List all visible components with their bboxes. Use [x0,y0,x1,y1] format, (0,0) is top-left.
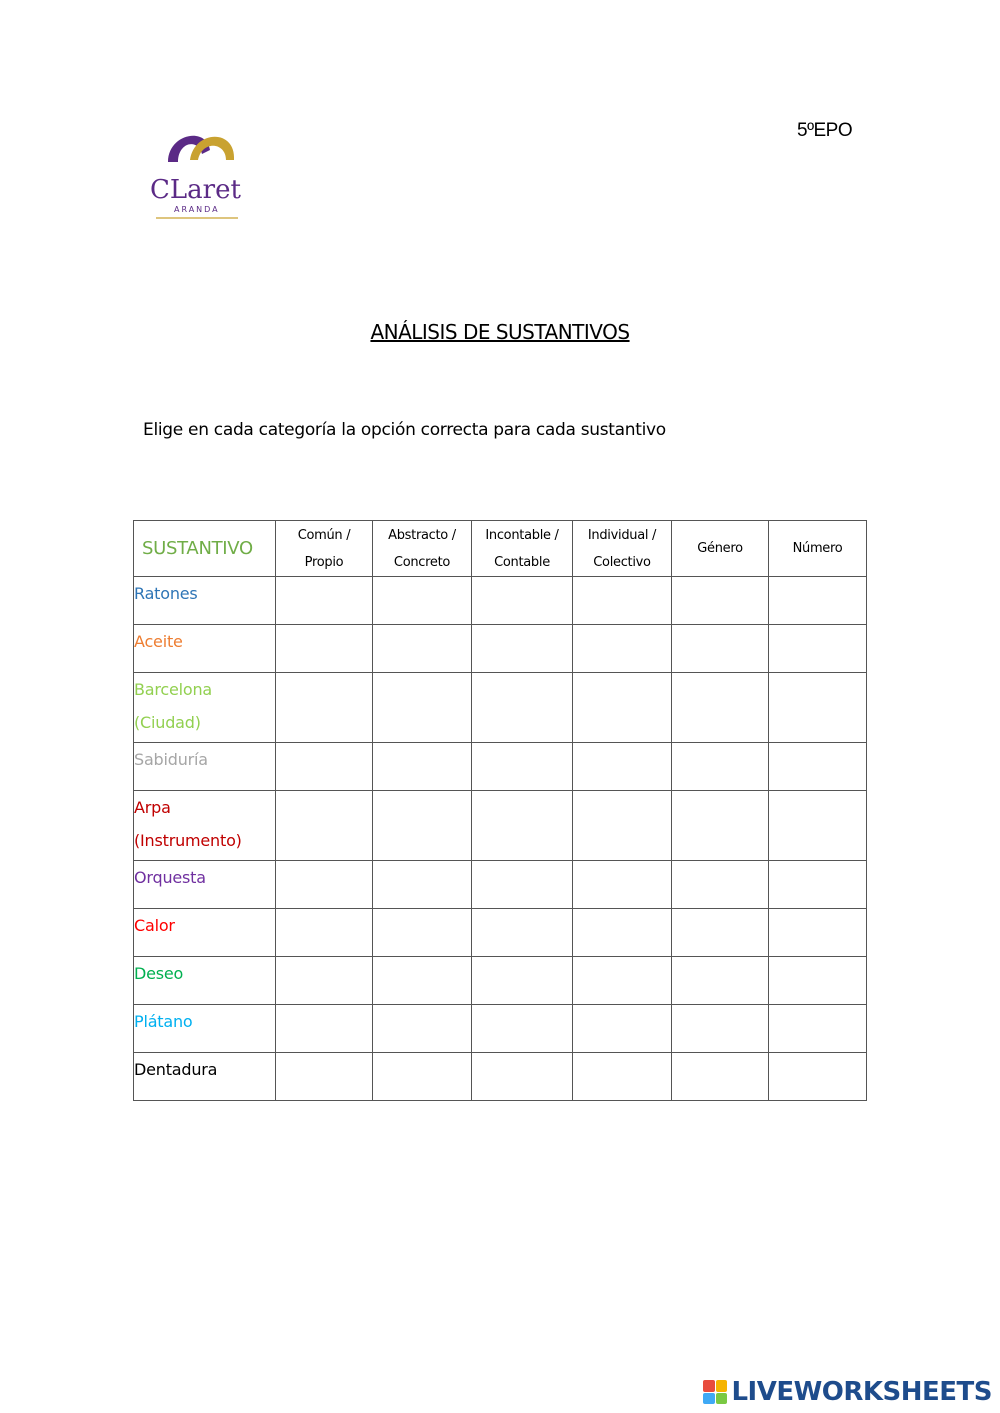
header-line: Género [697,541,743,556]
header-line: Propio [304,554,344,570]
answer-cell[interactable] [573,957,672,1005]
answer-cell[interactable] [472,791,573,861]
answer-cell[interactable] [573,791,672,861]
noun-cell [134,861,276,909]
answer-cell[interactable] [276,1053,373,1101]
header-row [134,521,867,577]
noun-label: Barcelona [134,680,213,699]
answer-cell[interactable] [769,957,867,1005]
answer-cell[interactable] [276,909,373,957]
answer-cell[interactable] [573,743,672,791]
answer-cell[interactable] [672,861,769,909]
noun-cell [134,1053,276,1101]
liveworksheets-icon [703,1380,727,1404]
table-row [134,743,867,791]
table-row [134,861,867,909]
answer-cell[interactable] [769,743,867,791]
answer-cell[interactable] [672,909,769,957]
header-line: Colectivo [593,554,651,570]
answer-cell[interactable] [769,861,867,909]
answer-cell[interactable] [373,957,472,1005]
noun-cell [134,791,276,861]
answer-cell[interactable] [276,791,373,861]
noun-label: Arpa [134,798,171,817]
answer-cell[interactable] [472,909,573,957]
answer-cell[interactable] [373,909,472,957]
header-line: Número [792,541,843,556]
answer-cell[interactable] [276,743,373,791]
answer-cell[interactable] [573,909,672,957]
answer-cell[interactable] [672,1005,769,1053]
answer-cell[interactable] [373,861,472,909]
noun-cell [134,957,276,1005]
answer-cell[interactable] [373,1053,472,1101]
claret-logo [146,120,246,225]
header-line: Individual / [587,527,657,543]
header-line: Incontable / [485,527,559,543]
answer-cell[interactable] [373,625,472,673]
noun-label: Dentadura [134,1060,218,1079]
header-cell [672,521,769,577]
answer-cell[interactable] [573,1053,672,1101]
nouns-table [133,520,867,1101]
header-cell [373,521,472,577]
header-cell [276,521,373,577]
answer-cell[interactable] [472,861,573,909]
grade-label: 5ºEPO [797,120,853,141]
table-row [134,625,867,673]
header-line: Abstracto / [388,527,456,543]
answer-cell[interactable] [672,673,769,743]
table-row [134,1053,867,1101]
noun-label: Ratones [134,584,198,603]
answer-cell[interactable] [276,673,373,743]
answer-cell[interactable] [769,909,867,957]
answer-cell[interactable] [276,577,373,625]
answer-cell[interactable] [769,625,867,673]
answer-cell[interactable] [573,673,672,743]
noun-label: Sabiduría [134,750,208,769]
answer-cell[interactable] [276,1005,373,1053]
noun-cell [134,909,276,957]
table-row [134,791,867,861]
noun-cell [134,577,276,625]
table-row [134,1005,867,1053]
noun-cell [134,673,276,743]
logo-subtext: ARANDA [174,205,220,214]
table-row [134,577,867,625]
table-row [134,957,867,1005]
answer-cell[interactable] [472,625,573,673]
answer-cell[interactable] [672,625,769,673]
answer-cell[interactable] [373,577,472,625]
answer-cell[interactable] [276,625,373,673]
answer-cell[interactable] [573,625,672,673]
answer-cell[interactable] [672,577,769,625]
header-line: SUSTANTIVO [142,538,253,559]
answer-cell[interactable] [373,1005,472,1053]
answer-cell[interactable] [373,791,472,861]
answer-cell[interactable] [472,957,573,1005]
answer-cell[interactable] [276,861,373,909]
answer-cell[interactable] [672,743,769,791]
answer-cell[interactable] [472,1005,573,1053]
answer-cell[interactable] [573,861,672,909]
answer-cell[interactable] [373,673,472,743]
header-sustantivo [134,521,276,577]
answer-cell[interactable] [573,1005,672,1053]
noun-label: Aceite [134,632,183,651]
header-cell [472,521,573,577]
liveworksheets-footer [703,1377,992,1407]
answer-cell[interactable] [769,1053,867,1101]
header-line: Concreto [393,554,451,570]
answer-cell[interactable] [769,577,867,625]
table-row [134,673,867,743]
answer-cell[interactable] [769,791,867,861]
header-cell [573,521,672,577]
answer-cell[interactable] [472,577,573,625]
noun-label: Deseo [134,964,184,983]
noun-cell [134,743,276,791]
noun-cell [134,625,276,673]
header-line: Común / [297,527,351,543]
answer-cell[interactable] [276,957,373,1005]
page-title: ANÁLISIS DE SUSTANTIVOS [370,320,630,344]
noun-label: Plátano [134,1012,193,1031]
noun-cell [134,1005,276,1053]
answer-cell[interactable] [672,1053,769,1101]
header-line: Contable [494,554,550,570]
noun-label: Orquesta [134,868,206,887]
answer-cell[interactable] [672,957,769,1005]
answer-cell[interactable] [472,673,573,743]
answer-cell[interactable] [472,743,573,791]
answer-cell[interactable] [769,1005,867,1053]
noun-label: (Ciudad) [134,713,201,732]
header-cell [769,521,867,577]
noun-label: (Instrumento) [134,831,242,850]
answer-cell[interactable] [472,1053,573,1101]
answer-cell[interactable] [672,791,769,861]
liveworksheets-brand: LIVEWORKSHEETS [731,1377,992,1407]
answer-cell[interactable] [769,673,867,743]
instruction-text: Elige en cada categoría la opción correcta para cada sustantivo [143,420,666,440]
table-row [134,909,867,957]
noun-label: Calor [134,916,175,935]
answer-cell[interactable] [373,743,472,791]
answer-cell[interactable] [573,577,672,625]
logo-text: CLaret [150,175,241,205]
